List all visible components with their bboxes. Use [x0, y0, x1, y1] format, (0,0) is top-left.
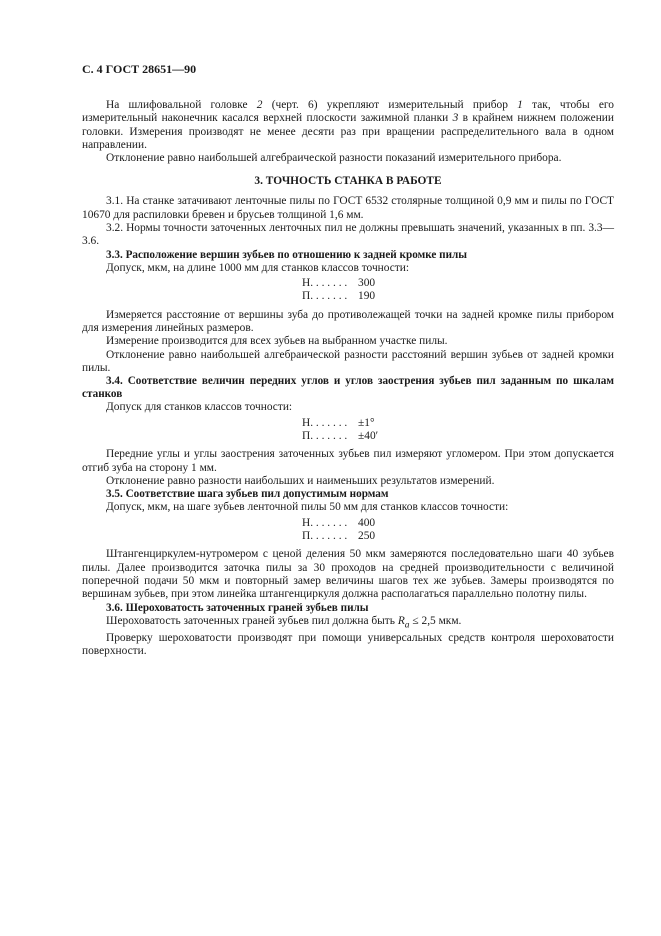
s33-paragraph-1: Измеряется расстояние от вершины зуба до противолежащей точки на задней кромке пилы прибором для измерения линейных размеров.	[82, 308, 614, 335]
tolerance-row: Н. . . . . . . ±1°	[302, 416, 375, 429]
tolerance-row: Н. . . . . . . 300	[302, 276, 376, 289]
s35-tolerance-table	[82, 517, 614, 544]
s35-tolerance-intro: Допуск, мкм, на шаге зубьев ленточной пилы 50 мм для станков классов точности:	[106, 501, 509, 514]
section-3-title: 3. ТОЧНОСТЬ СТАНКА В РАБОТЕ	[254, 175, 442, 188]
paragraph-3-1: 3.1. На станке затачивают ленточные пилы по ГОСТ 6532 столярные толщиной 0,9 мм и пилы по ГОСТ 10670 для распиловки бревен и брусьев толщиной 1,6 мм.	[82, 195, 614, 221]
subsection-3-6-title: 3.6. Шероховатость заточенных граней зубьев пилы	[106, 601, 369, 614]
tolerance-row: П. . . . . . . 190	[302, 290, 376, 303]
subsection-3-3-title: 3.3. Расположение вершин зубьев по отношению к задней кромке пилы	[106, 248, 468, 261]
s34-paragraph-2: Отклонение равно разности наибольших и наименьших результатов измерений.	[106, 474, 495, 487]
tolerance-row: П. . . . . . . ±40′	[302, 429, 379, 442]
subsection-3-5-title: 3.5. Соответствие шага зубьев пил допустимым нормам	[106, 488, 389, 501]
s33-tolerance-intro: Допуск, мкм, на длине 1000 мм для станков классов точности:	[106, 261, 410, 274]
s34-paragraph-1: Передние углы и углы заострения заточенных зубьев пил измеряют угломером. При этом допускается отгиб зуба на сторону 1 мм.	[82, 448, 614, 474]
tolerance-row: Н. . . . . . . 400	[302, 516, 376, 529]
s36-paragraph-2: Проверку шероховатости производят при помощи универсальных средств контроля шероховатости поверхности.	[82, 632, 614, 658]
s33-paragraph-2: Измерение производится для всех зубьев на выбранном участке пилы.	[106, 335, 448, 348]
document-page	[82, 62, 614, 659]
s36-paragraph-1: Шероховатость заточенных граней зубьев пил должна быть $R_a \le 2,5$ мкм.	[106, 614, 462, 630]
subsection-3-4-title: 3.4. Соответствие величин передних углов и углов заострения зубьев пил заданным по шкалам станков	[82, 375, 614, 401]
intro-paragraph-1: На шлифовальной головке 2 (черт. 6) укрепляют измерительный прибор 1 так, чтобы его измерительный наконечник касался верхней плоскости зажимной планки 3 в крайнем нижнем положении головки. Измерения производят не менее десяти раз при вращении распределительного вала в одном направлении.	[82, 99, 614, 151]
s33-tolerance-table	[82, 277, 614, 304]
page-header: С. 4 ГОСТ 28651—90	[82, 62, 197, 76]
s33-paragraph-3: Отклонение равно наибольшей алгебраической разности расстояний вершин зубьев от задней кромки пилы.	[82, 348, 614, 374]
s34-tolerance-table	[82, 417, 614, 444]
tolerance-row: П. . . . . . . 250	[302, 529, 376, 542]
s35-paragraph-1: Штангенциркулем-нутромером с ценой деления 50 мкм замеряются последовательно шаги 40 зубьев пилы. Далее производится заточка пилы за 30 проходов на средней производительности с величиной поперечной подачи 50 мкм и повторный замер величины шагов тех же зубьев. Замеры производятся по вершинам зубьев, при этом линейка штангенциркуля должна располагаться параллельно полотну пилы.	[82, 548, 614, 601]
s34-tolerance-intro: Допуск для станков классов точности:	[106, 401, 293, 414]
intro-paragraph-2: Отклонение равно наибольшей алгебраической разности показаний измерительного прибора.	[106, 152, 562, 165]
paragraph-3-2: 3.2. Нормы точности заточенных ленточных пил не должны превышать значений, указанных в пп. 3.3—3.6.	[82, 222, 614, 248]
